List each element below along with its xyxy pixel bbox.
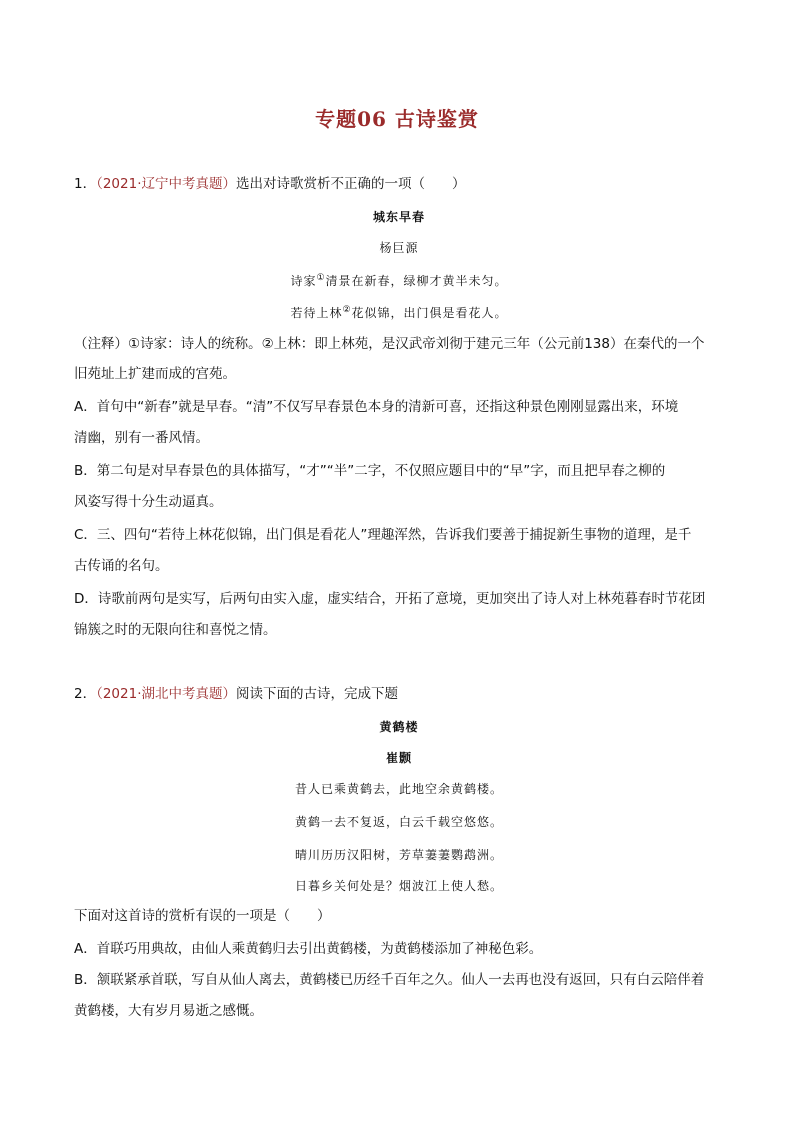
option-d: D．诗歌前两句是实写，后两句由实入虚，虚实结合，开拓了意境，更加突出了诗人对上林苑暮春时节花团 <box>74 591 706 607</box>
option-a: A．首句中“新春”就是早春。“清”不仅写早春景色本身的清新可喜，还指这种景色刚刚显露出来，环境 <box>74 399 679 415</box>
note-marker: ② <box>342 305 352 315</box>
option-b: B．颔联紧承首联，写自从仙人离去，黄鹤楼已历经千百年之久。仙人一去再也没有返回，只有白云陪伴着 <box>74 972 705 988</box>
option-c: C．三、四句“若待上林花似锦，出门俱是看花人”理趣浑然，告诉我们要善于捕捉新生事物的道理，是千 <box>74 527 692 543</box>
option-a-cont: 清幽，别有一番风情。 <box>74 430 209 446</box>
poem-text: 清景在新春，绿柳才黄半未匀。 <box>325 274 508 288</box>
poem-title: 黄鹤楼 <box>379 720 419 734</box>
question-source: （2021·湖北中考真题） <box>96 686 236 702</box>
page-title: 专题06 古诗鉴赏 <box>315 107 479 131</box>
question-2-header <box>74 684 724 704</box>
annotation-line: 旧苑址上扩建而成的宫苑。 <box>74 366 236 382</box>
option-b-cont: 风姿写得十分生动逼真。 <box>74 494 223 510</box>
poem-text: 花似锦，出门俱是看花人。 <box>351 306 508 320</box>
poem-line: 晴川历历汉阳树，芳草萋萋鹦鹉洲。 <box>294 848 503 862</box>
option-b-cont: 黄鹤楼，大有岁月易逝之感慨。 <box>74 1003 263 1019</box>
poem-author: 崔颢 <box>385 751 412 765</box>
option-b: B．第二句是对早春景色的具体描写，“才”“半”二字，不仅照应题目中的“早”字，而且把早春之柳的 <box>74 463 666 479</box>
poem-line <box>74 268 724 291</box>
question-number: 1． <box>74 176 97 192</box>
poem-line: 日暮乡关何处是？烟波江上使人愁。 <box>294 879 503 893</box>
poem-line: 黄鹤一去不复返，白云千载空悠悠。 <box>294 815 503 829</box>
question-2-prompt: 下面对这首诗的赏析有误的一项是（ ） <box>74 908 331 924</box>
poem-line <box>74 300 724 323</box>
note-marker: ① <box>316 273 326 283</box>
annotation-line: （注释）①诗家：诗人的统称。②上林：即上林苑，是汉武帝刘彻于建元三年（公元前138）在秦代的一个 <box>74 336 705 352</box>
poem-line: 昔人已乘黄鹤去，此地空余黄鹤楼。 <box>294 782 503 796</box>
option-c-cont: 古传诵的名句。 <box>74 558 169 574</box>
question-source: （2021·辽宁中考真题） <box>96 176 236 192</box>
poem-text: 诗家 <box>290 274 317 288</box>
question-stem: 选出对诗歌赏析不正确的一项（ ） <box>236 176 466 192</box>
question-1-header <box>74 174 724 194</box>
question-number: 2． <box>74 686 97 702</box>
option-d-cont: 锦簇之时的无限向往和喜悦之情。 <box>74 622 277 638</box>
poem-text: 若待上林 <box>290 306 343 320</box>
option-a: A．首联巧用典故，由仙人乘黄鹤归去引出黄鹤楼，为黄鹤楼添加了神秘色彩。 <box>74 941 543 957</box>
poem-title: 城东早春 <box>372 210 425 224</box>
poem-author: 杨巨源 <box>379 241 419 255</box>
question-stem: 阅读下面的古诗，完成下题 <box>236 686 398 702</box>
